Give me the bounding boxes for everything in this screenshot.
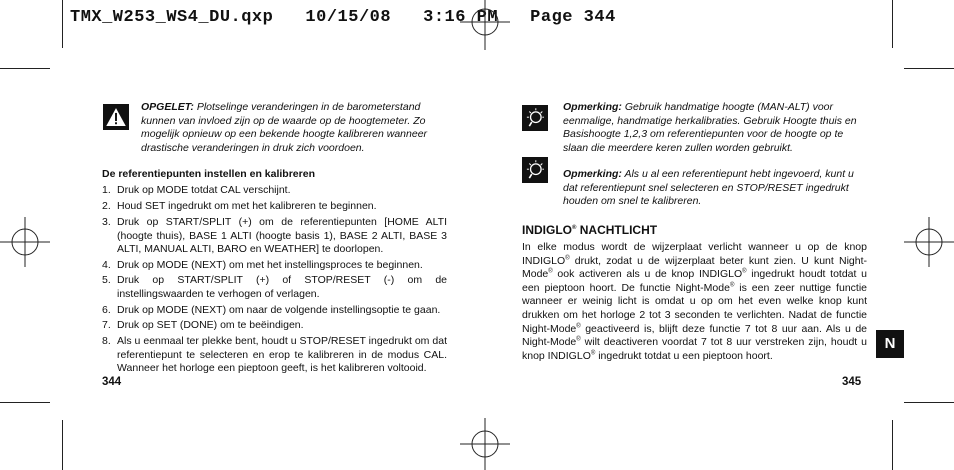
warning-text xyxy=(141,101,451,155)
note-line: slaan die meerdere keren zullen worden gebruikt. xyxy=(563,141,793,154)
paragraph-text: is een zeer nuttige functie wanneer er weinig licht is omdat u op om het even welke knop kunt drukken om het horloge 2 tot 3 seconden te verlichten. Nadat de functie Night-Mode xyxy=(522,281,867,335)
language-tab: N xyxy=(876,330,904,358)
crop-mark xyxy=(892,0,893,48)
note-text xyxy=(563,168,873,209)
paragraph-text: ook activeren als u de knop INDIGLO xyxy=(552,268,743,281)
list-item-number: 1. xyxy=(102,184,111,196)
section-title: De referentiepunten instellen en kalibreren xyxy=(102,168,315,180)
registration-mark-right xyxy=(904,212,954,272)
note-label: Opmerking: xyxy=(563,168,622,180)
crop-mark xyxy=(892,420,893,470)
registered-mark: ® xyxy=(548,268,553,275)
warning-icon xyxy=(103,103,129,131)
list-item-text: Houd SET ingedrukt om met het kalibreren te beginnen. xyxy=(117,200,377,212)
paragraph-text: wilt deactiveren voordat 7 tot 8 uur verstreken zijn, houdt u knop INDIGLO xyxy=(522,336,867,362)
registered-mark: ® xyxy=(565,255,570,262)
note-line: houden om snel te kalibreren. xyxy=(563,195,702,208)
section-heading-indiglo xyxy=(522,223,657,237)
warning-label: OPGELET: xyxy=(141,101,194,113)
list-item-text: Druk op MODE (NEXT) om met het instellingsproces te beginnen. xyxy=(117,259,423,271)
paragraph-text: In elke modus wordt de wijzerplaat verlicht wanneer u op de knop INDIGLO xyxy=(522,241,867,267)
list-item xyxy=(102,216,447,257)
paragraph-text: drukt, zodat u de wijzerplaat beter kunt zien. U kunt Night-Mode xyxy=(522,254,867,281)
note-line: Als u al een referentiepunt hebt ingevoerd, kunt u xyxy=(624,168,854,180)
registration-mark-left xyxy=(0,212,50,272)
registered-mark: ® xyxy=(572,225,577,231)
list-item-number: 3. xyxy=(102,216,111,228)
list-item xyxy=(102,304,447,318)
crop-mark xyxy=(904,68,954,69)
registered-mark: ® xyxy=(729,282,735,289)
warning-line: Plotselinge veranderingen in de barometerstand xyxy=(196,101,421,113)
note-text xyxy=(563,101,873,155)
list-item-number: 8. xyxy=(102,335,111,347)
indiglo-paragraph xyxy=(522,241,867,363)
crop-mark xyxy=(62,420,63,470)
list-item-text: Druk op SET (DONE) om te beëindigen. xyxy=(117,319,304,331)
crop-mark xyxy=(904,402,954,403)
registered-mark: ® xyxy=(576,336,581,343)
page-slug: TMX_W253_WS4_DU.qxp 10/15/08 3:16 PM Page 344 xyxy=(70,8,616,27)
page-number-left: 344 xyxy=(102,376,122,388)
registration-mark-bottom xyxy=(455,418,515,470)
list-item xyxy=(102,319,447,333)
registered-mark: ® xyxy=(590,350,596,357)
paragraph-text: geactiveerd is, blijft deze functie 7 tot 8 uur aan. Als u de Night-Mode xyxy=(522,322,867,349)
list-item-text: Als u eenmaal ter plekke bent, houdt u STOP/RESET ingedrukt om dat referentiepunt te selecteren en erop te kalibreren in de modus CAL. Wanneer het horloge een pieptoon geeft, is het kalibreren voltooid. xyxy=(117,335,447,375)
list-item-text: Druk op START/SPLIT (+) of STOP/RESET (-) om de instellingswaarden te verhogen of verlagen. xyxy=(117,274,447,300)
note-line: Gebruik handmatige hoogte (MAN-ALT) voor xyxy=(624,101,834,113)
list-item-number: 5. xyxy=(102,274,111,286)
lightbulb-icon xyxy=(522,104,548,132)
list-item-text: Druk op START/SPLIT (+) om de referentiepunten [HOME ALTI (hoogte thuis), BASE 1 ALTI (hoogte basis 1), BASE 2 ALTI, BASE 3 ALTI, MANUAL ALTI, BARO en WEATHER] te doorlopen. xyxy=(117,216,447,256)
list-item-number: 7. xyxy=(102,319,111,331)
crop-mark xyxy=(0,68,50,69)
list-item xyxy=(102,335,447,376)
list-item-number: 4. xyxy=(102,259,111,271)
list-item-number: 2. xyxy=(102,200,111,212)
list-item-text: Druk op MODE totdat CAL verschijnt. xyxy=(117,184,291,196)
lightbulb-icon xyxy=(522,156,548,184)
crop-mark xyxy=(62,0,63,48)
note-line: dat referentiepunt snel selecteren en STOP/RESET ingedrukt xyxy=(563,181,849,194)
note-line: Basishoogte 1,2,3 om referentiepunten voor de hoogte op te xyxy=(563,128,844,141)
heading-text: NACHTLICHT xyxy=(576,223,658,237)
paragraph-text: ingedrukt houdt totdat u een pieptoon hoort. De functie Night-Mode xyxy=(522,268,867,294)
list-item xyxy=(102,200,447,214)
heading-text: INDIGLO xyxy=(522,223,572,237)
list-item xyxy=(102,274,447,301)
list-item xyxy=(102,259,447,273)
warning-line: kunnen van invloed zijn op de waarde op de hoogtemeter. Zo xyxy=(141,114,426,127)
list-item xyxy=(102,184,447,198)
registered-mark: ® xyxy=(742,268,747,275)
paragraph-text: ingedrukt totdat u een pieptoon hoort. xyxy=(595,349,773,362)
crop-mark xyxy=(0,402,50,403)
note-label: Opmerking: xyxy=(563,101,622,113)
list-item-text: Druk op MODE (NEXT) om naar de volgende instellingsoptie te gaan. xyxy=(117,304,441,316)
list-item-number: 6. xyxy=(102,304,111,316)
page-number-right: 345 xyxy=(842,376,862,388)
warning-line: drastische veranderingen in druk zich voordoen. xyxy=(141,141,365,154)
note-line: eenmalige, handmatige herkalibraties. Gebruik Hoogte thuis en xyxy=(563,114,857,127)
warning-line: mogelijk opnieuw op een bekende hoogte kalibreren wanneer xyxy=(141,128,428,141)
registered-mark: ® xyxy=(576,323,581,330)
registration-mark-top xyxy=(455,0,515,50)
